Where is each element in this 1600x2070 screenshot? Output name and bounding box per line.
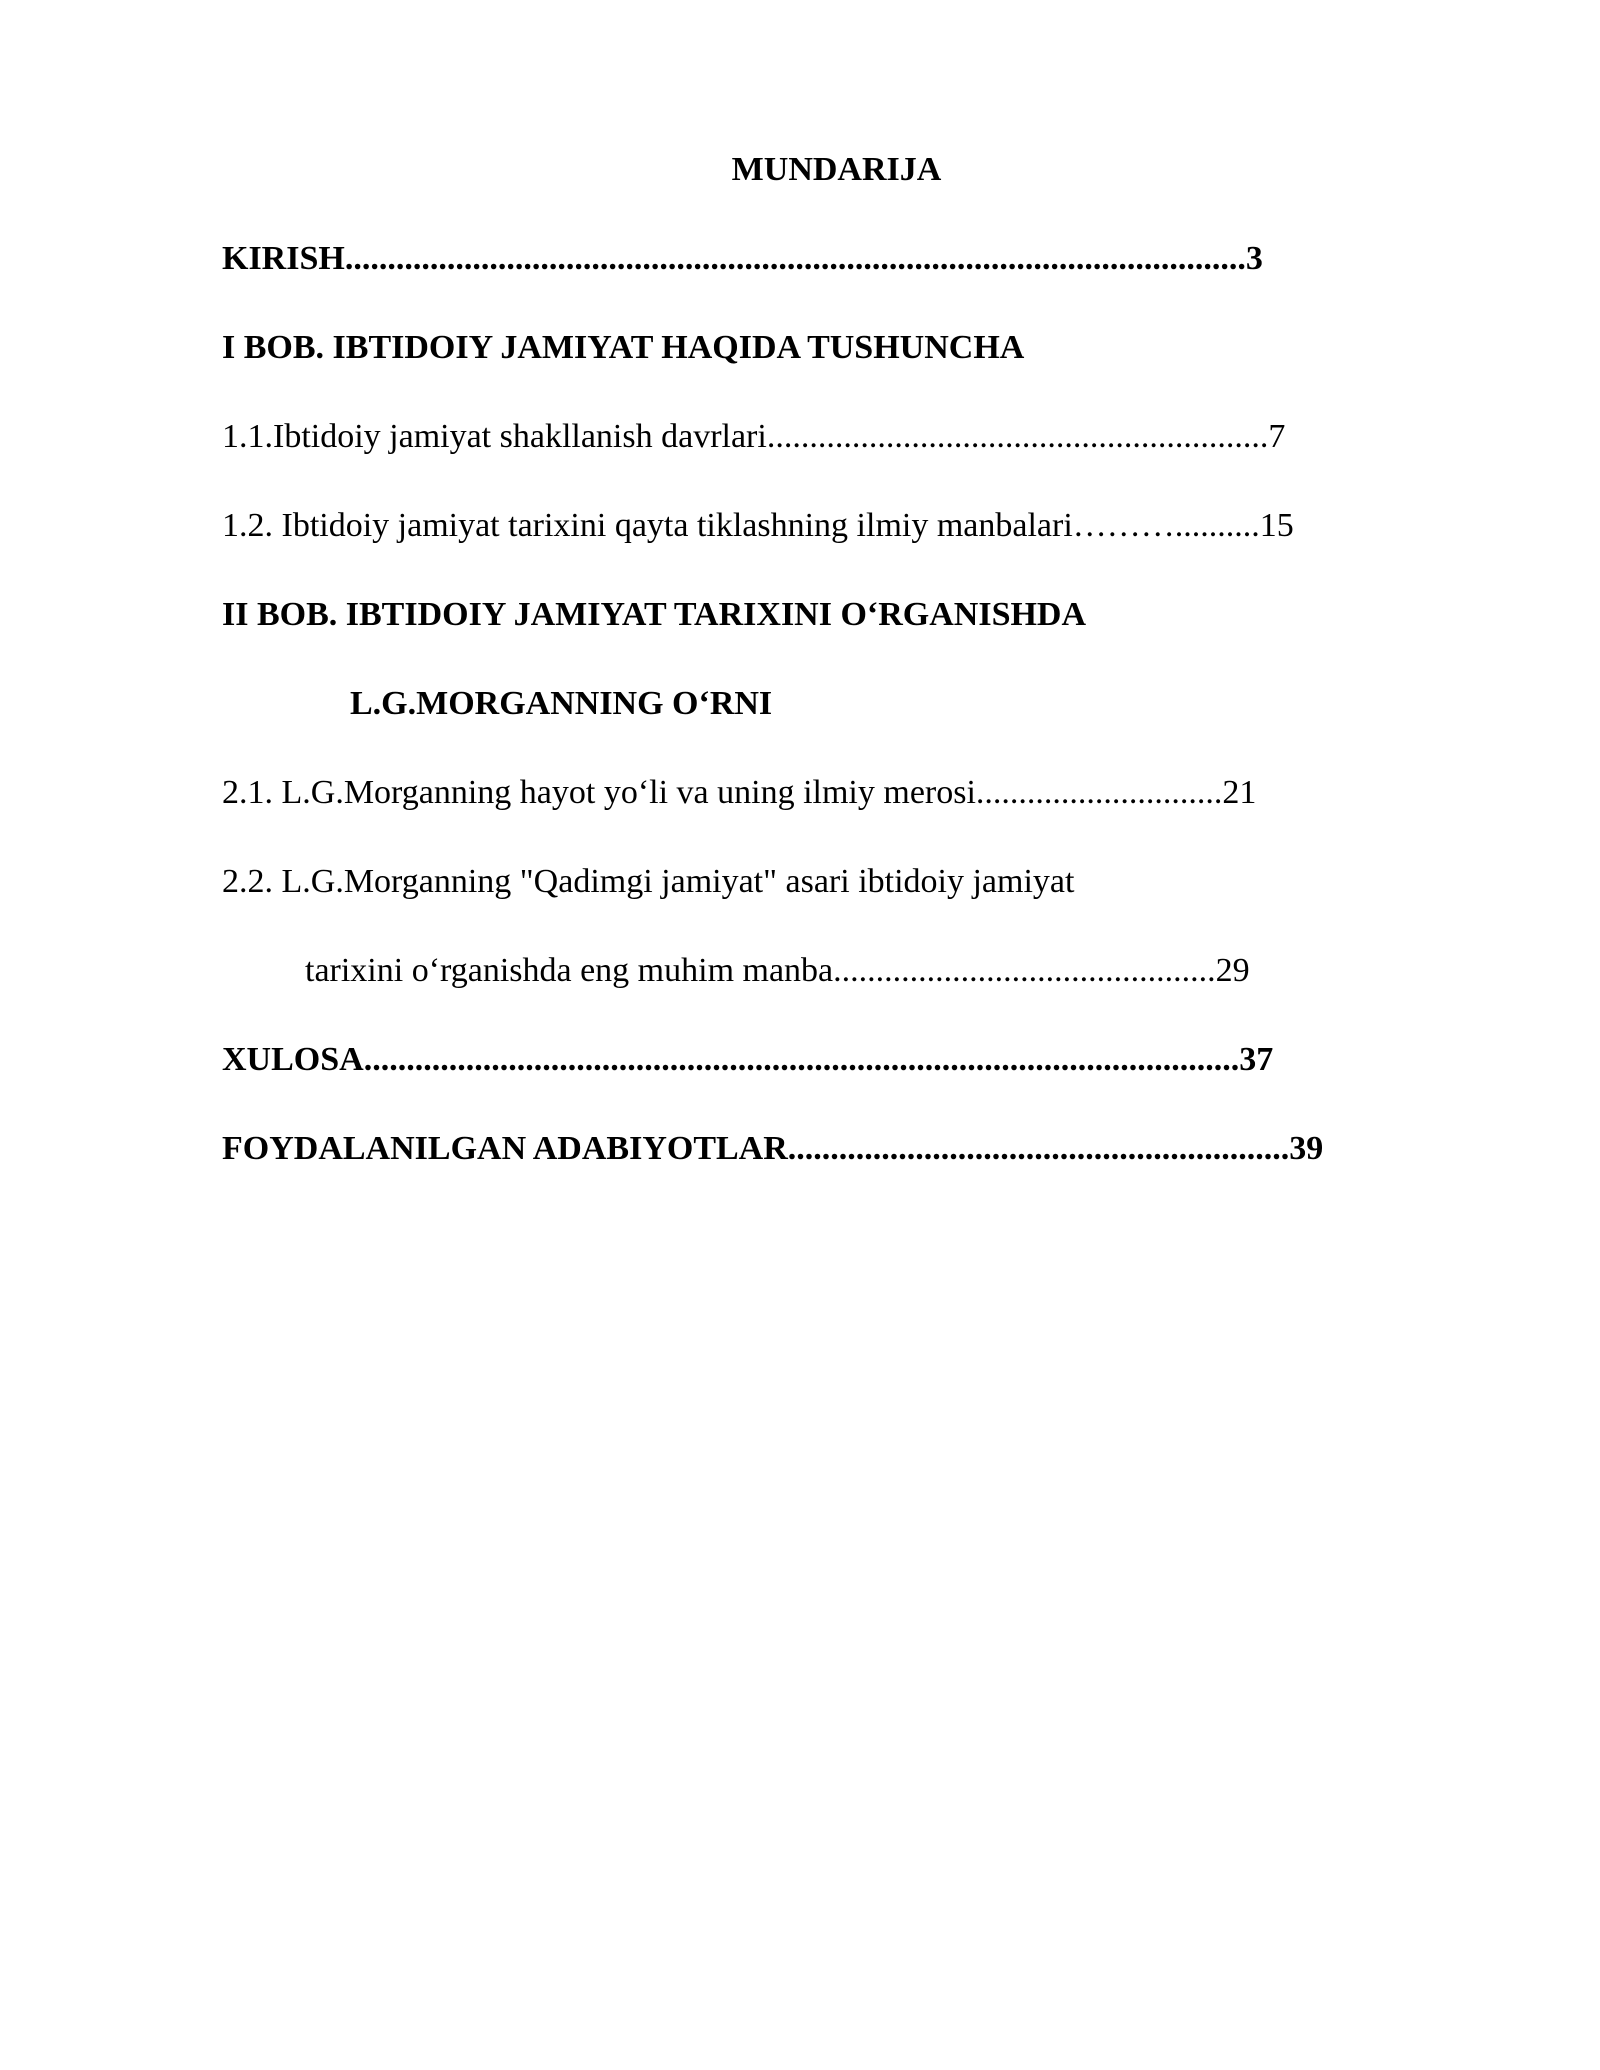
toc-entry-kirish: KIRISH..........................................................................................................3 [222, 240, 1263, 277]
page-title: MUNDARIJA [731, 151, 942, 188]
toc-entry-1-1: 1.1.Ibtidoiy jamiyat shakllanish davrlari...........................................................7 [222, 418, 1286, 455]
toc-chapter-2-heading-continued: L.G.MORGANNING O‘RNI [350, 685, 773, 722]
toc-entry-1-2: 1.2. Ibtidoiy jamiyat tarixini qayta tiklashning ilmiy manbalari………..........15 [222, 507, 1294, 544]
toc-entry-xulosa: XULOSA.......................................................................................................37 [222, 1041, 1274, 1078]
toc-entry-2-2: 2.2. L.G.Morganning "Qadimgi jamiyat" asari ibtidoiy jamiyat [222, 863, 1075, 900]
toc-entry-2-2-continued: tarixini o‘rganishda eng muhim manba.............................................29 [305, 952, 1250, 989]
toc-entry-adabiyotlar: FOYDALANILGAN ADABIYOTLAR...........................................................39 [222, 1130, 1324, 1167]
toc-chapter-1-heading: I BOB. IBTIDOIY JAMIYAT HAQIDA TUSHUNCHA [222, 329, 1025, 366]
toc-chapter-2-heading: II BOB. IBTIDOIY JAMIYAT TARIXINI O‘RGANISHDA [222, 596, 1087, 633]
toc-entry-2-1: 2.1. L.G.Morganning hayot yo‘li va uning ilmiy merosi.............................21 [222, 774, 1257, 811]
